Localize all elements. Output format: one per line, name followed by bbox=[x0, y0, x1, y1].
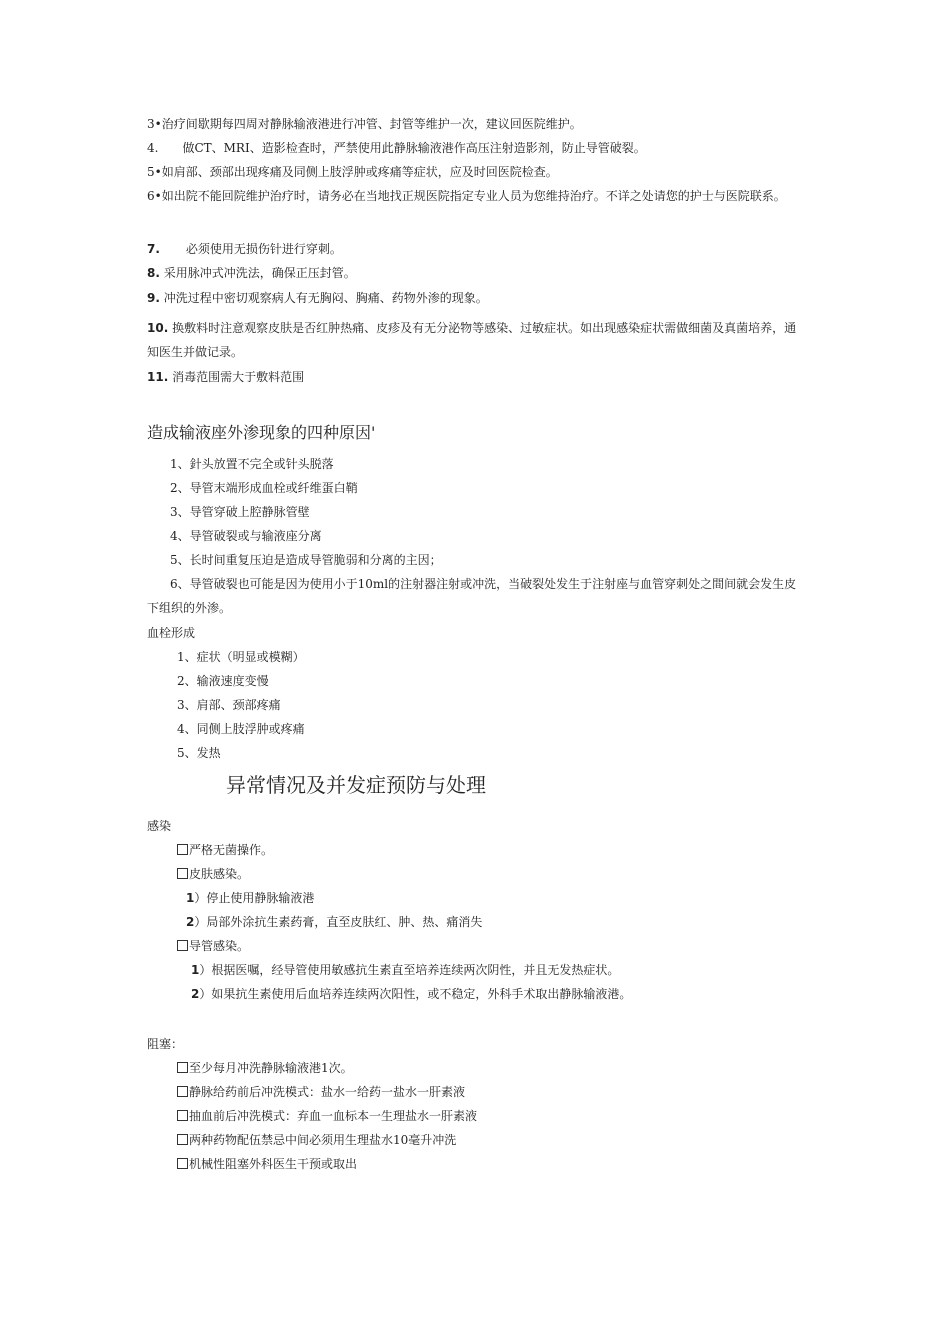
infection-skin-text: 皮肤感染。 bbox=[189, 867, 250, 881]
occlusion-item-text: 静脉给药前后冲洗模式：盐水一给药一盐水一肝素液 bbox=[189, 1085, 466, 1099]
extravasation-item-2: 2、导管末端形成血栓或纤维蛋白鞘 bbox=[170, 481, 358, 495]
extravasation-heading: 造成输液座外渗现象的四种原因' bbox=[147, 423, 376, 442]
infection-catheter-text: 导管感染。 bbox=[189, 939, 250, 953]
infection-heading: 感染 bbox=[147, 819, 172, 833]
extravasation-item-5: 5、长时间重复压迫是造成导管脆弱和分离的主因； bbox=[170, 553, 442, 567]
checkbox-icon bbox=[177, 1110, 188, 1121]
thrombus-heading: 血栓形成 bbox=[147, 626, 196, 640]
extravasation-item-6: 6、导管破裂也可能是因为使用小于10ml的注射器注射或冲洗，当破裂处发生于注射座与血管穿刺处之間间就会发生皮下组织的外渗。 bbox=[147, 577, 797, 615]
note-9 bbox=[147, 290, 488, 306]
note-number: 11. bbox=[147, 370, 169, 384]
step-number: 1 bbox=[186, 891, 195, 905]
thrombus-item-4: 4、同侧上肢浮肿或疼痛 bbox=[177, 722, 305, 736]
note-8 bbox=[147, 265, 356, 281]
occlusion-item-1 bbox=[177, 1060, 353, 1076]
infection-catheter bbox=[177, 938, 249, 954]
step-number: 1 bbox=[191, 963, 200, 977]
checkbox-icon bbox=[177, 1086, 188, 1097]
note-number: 9. bbox=[147, 291, 160, 305]
extravasation-item-3: 3、导管穿破上腔静脉管壁 bbox=[170, 505, 310, 519]
step-text: ）局部外涂抗生素药膏，直至皮肤红、肿、热、痛消失 bbox=[194, 915, 483, 929]
thrombus-item-2: 2、输液速度变慢 bbox=[177, 674, 269, 688]
step-text: ）停止使用静脉输液港 bbox=[194, 891, 315, 905]
note-7 bbox=[147, 241, 342, 257]
occlusion-item-2 bbox=[177, 1084, 465, 1100]
occlusion-item-text: 机械性阻塞外科医生干预或取出 bbox=[189, 1157, 358, 1171]
checkbox-icon bbox=[177, 844, 188, 855]
note-number: 7. bbox=[147, 242, 160, 256]
checkbox-icon bbox=[177, 940, 188, 951]
occlusion-item-text: 至少每月冲洗静脉输液港1次。 bbox=[189, 1061, 353, 1075]
checkbox-icon bbox=[177, 1062, 188, 1073]
extravasation-item-4: 4、导管破裂或与输液座分离 bbox=[170, 529, 322, 543]
note-text: 必须使用无损伤针进行穿刺。 bbox=[185, 242, 342, 256]
note-11 bbox=[147, 369, 304, 385]
infection-aseptic-text: 严格无菌操作。 bbox=[189, 843, 274, 857]
extravasation-item-1: 1、針头放置不完全或针头脱落 bbox=[170, 457, 334, 471]
infection-aseptic bbox=[177, 842, 273, 858]
catheter-step-2 bbox=[191, 986, 631, 1002]
care-note-6: 6•如出院不能回院维护治疗时，请务必在当地找正规医院指定专业人员为您维持治疗。不详之处请您的护士与医院联系。 bbox=[147, 189, 786, 203]
checkbox-icon bbox=[177, 1158, 188, 1169]
care-note-5: 5•如肩部、颈部出现疼痛及同侧上肢浮肿或疼痛等症状，应及时回医院检查。 bbox=[147, 165, 558, 179]
note-number: 8. bbox=[147, 266, 160, 280]
note-text: 换敷料时注意观察皮肤是否红肿热痛、皮疹及有无分泌物等感染、过敏症状。如出现感染症状需做细菌及真菌培养，通知医生并做记录。 bbox=[147, 321, 797, 359]
occlusion-item-5 bbox=[177, 1156, 357, 1172]
note-text: 消毒范围需大于敷料范围 bbox=[172, 370, 305, 384]
step-text: ）如果抗生素使用后血培养连续两次阳性，或不稳定，外科手术取出静脉输液港。 bbox=[199, 987, 632, 1001]
step-text: ）根据医嘱，经导管使用敏感抗生素直至培养连续两次阴性，并且无发热症状。 bbox=[199, 963, 620, 977]
infection-skin bbox=[177, 866, 249, 882]
skin-step-2 bbox=[186, 914, 482, 930]
occlusion-item-3 bbox=[177, 1108, 477, 1124]
catheter-step-1 bbox=[191, 962, 619, 978]
thrombus-item-3: 3、肩部、颈部疼痛 bbox=[177, 698, 281, 712]
step-number: 2 bbox=[191, 987, 200, 1001]
note-10 bbox=[147, 316, 807, 364]
care-note-3: 3•治疗间歇期每四周对静脉输液港进行冲管、封管等维护一次，建议回医院维护。 bbox=[147, 117, 582, 131]
checkbox-icon bbox=[177, 1134, 188, 1145]
occlusion-item-4 bbox=[177, 1132, 456, 1148]
skin-step-1 bbox=[186, 890, 314, 906]
note-text: 采用脉冲式冲洗法，确保正压封管。 bbox=[163, 266, 356, 280]
occlusion-heading: 阻塞： bbox=[147, 1037, 184, 1051]
care-note-4: 4. 做CT、MRI、造影检查时，严禁使用此静脉输液港作高压注射造影剂，防止导管破裂。 bbox=[147, 141, 646, 155]
thrombus-item-5: 5、发热 bbox=[177, 746, 221, 760]
thrombus-item-1: 1、症状（明显或模糊） bbox=[177, 650, 305, 664]
occlusion-item-text: 抽血前后冲洗模式：弃血一血标本一生理盐水一肝素液 bbox=[189, 1109, 478, 1123]
step-number: 2 bbox=[186, 915, 195, 929]
occlusion-item-text: 两种药物配伍禁忌中间必须用生理盐水10毫升冲洗 bbox=[189, 1133, 457, 1147]
complications-title: 异常情况及并发症预防与处理 bbox=[226, 773, 486, 797]
note-number: 10. bbox=[147, 321, 169, 335]
note-text: 冲洗过程中密切观察病人有无胸闷、胸痛、药物外渗的现象。 bbox=[163, 291, 488, 305]
checkbox-icon bbox=[177, 868, 188, 879]
